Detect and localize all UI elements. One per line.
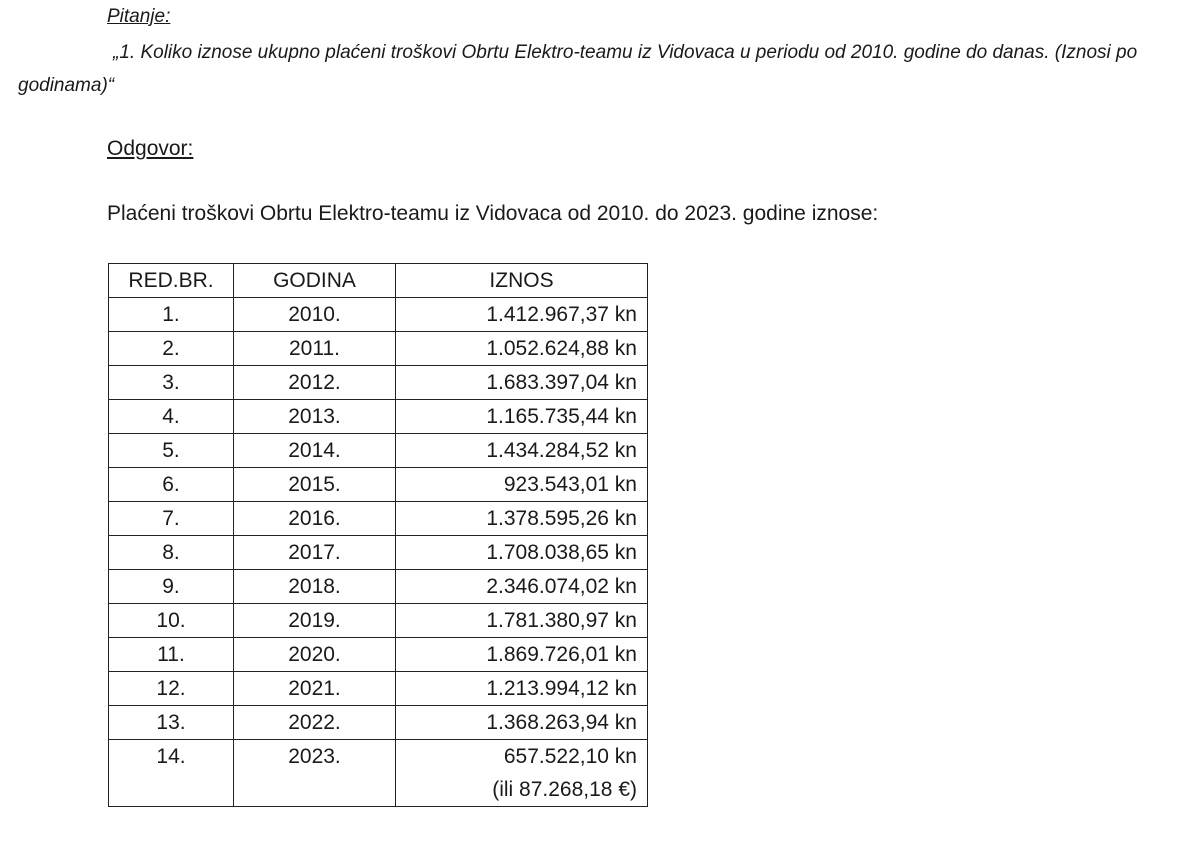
- row-amount: 1.683.397,04 kn: [396, 366, 648, 400]
- row-amount: 1.052.624,88 kn: [396, 332, 648, 366]
- table-header-row: [109, 264, 648, 298]
- row-year: 2019.: [234, 604, 396, 638]
- row-year: 2014.: [234, 434, 396, 468]
- row-no: 3.: [109, 366, 234, 400]
- row-no: 4.: [109, 400, 234, 434]
- row-no: 14.: [109, 740, 234, 807]
- row-year: 2013.: [234, 400, 396, 434]
- row-no: 11.: [109, 638, 234, 672]
- table-row: [109, 604, 648, 638]
- row-no: 1.: [109, 298, 234, 332]
- row-year: 2015.: [234, 468, 396, 502]
- row-amount: 1.165.735,44 kn: [396, 400, 648, 434]
- row-amount: 923.543,01 kn: [396, 468, 648, 502]
- costs-table: [108, 263, 648, 807]
- row-no: 13.: [109, 706, 234, 740]
- table-row: [109, 672, 648, 706]
- row-amount: 1.412.967,37 kn: [396, 298, 648, 332]
- table-row: [109, 536, 648, 570]
- answer-intro: Plaćeni troškovi Obrtu Elektro-teamu iz Vidovaca od 2010. do 2023. godine iznose:: [107, 202, 879, 225]
- header-no: RED.BR.: [109, 264, 234, 298]
- row-amount-cell: [396, 740, 648, 807]
- row-amount: 1.434.284,52 kn: [396, 434, 648, 468]
- row-year: 2010.: [234, 298, 396, 332]
- row-amount: 1.869.726,01 kn: [396, 638, 648, 672]
- table-row: [109, 332, 648, 366]
- row-amount: 1.378.595,26 kn: [396, 502, 648, 536]
- row-amount-eur: (ili 87.268,18 €): [492, 778, 637, 801]
- row-no: 12.: [109, 672, 234, 706]
- question-label: Pitanje:: [107, 6, 171, 27]
- row-amount: 1.213.994,12 kn: [396, 672, 648, 706]
- header-year: GODINA: [234, 264, 396, 298]
- table-row: [109, 468, 648, 502]
- row-no: 6.: [109, 468, 234, 502]
- row-year: 2017.: [234, 536, 396, 570]
- row-no: 8.: [109, 536, 234, 570]
- row-year: 2022.: [234, 706, 396, 740]
- row-year: 2012.: [234, 366, 396, 400]
- row-amount: 1.708.038,65 kn: [396, 536, 648, 570]
- row-amount: 657.522,10 kn: [503, 745, 637, 768]
- question-text: „1. Koliko iznose ukupno plaćeni troškovi Obrtu Elektro-teamu iz Vidovaca u periodu od 2010. godine do danas. (Iznosi po godinama)“: [18, 42, 1138, 96]
- row-amount: 2.346.074,02 kn: [396, 570, 648, 604]
- table-row: [109, 400, 648, 434]
- table-row: [109, 366, 648, 400]
- row-year: 2018.: [234, 570, 396, 604]
- header-amount: IZNOS: [396, 264, 648, 298]
- row-no: 7.: [109, 502, 234, 536]
- row-no: 2.: [109, 332, 234, 366]
- row-amount: 1.368.263,94 kn: [396, 706, 648, 740]
- table-row: [109, 638, 648, 672]
- table-row: [109, 570, 648, 604]
- row-year: 2016.: [234, 502, 396, 536]
- answer-label: Odgovor:: [107, 137, 194, 160]
- row-no: 9.: [109, 570, 234, 604]
- row-year: 2023.: [234, 740, 396, 807]
- table-row: [109, 298, 648, 332]
- table-row: [109, 740, 648, 807]
- table-row: [109, 706, 648, 740]
- row-year: 2011.: [234, 332, 396, 366]
- row-amount: 1.781.380,97 kn: [396, 604, 648, 638]
- row-year: 2021.: [234, 672, 396, 706]
- table-row: [109, 502, 648, 536]
- row-no: 10.: [109, 604, 234, 638]
- table-row: [109, 434, 648, 468]
- row-no: 5.: [109, 434, 234, 468]
- row-year: 2020.: [234, 638, 396, 672]
